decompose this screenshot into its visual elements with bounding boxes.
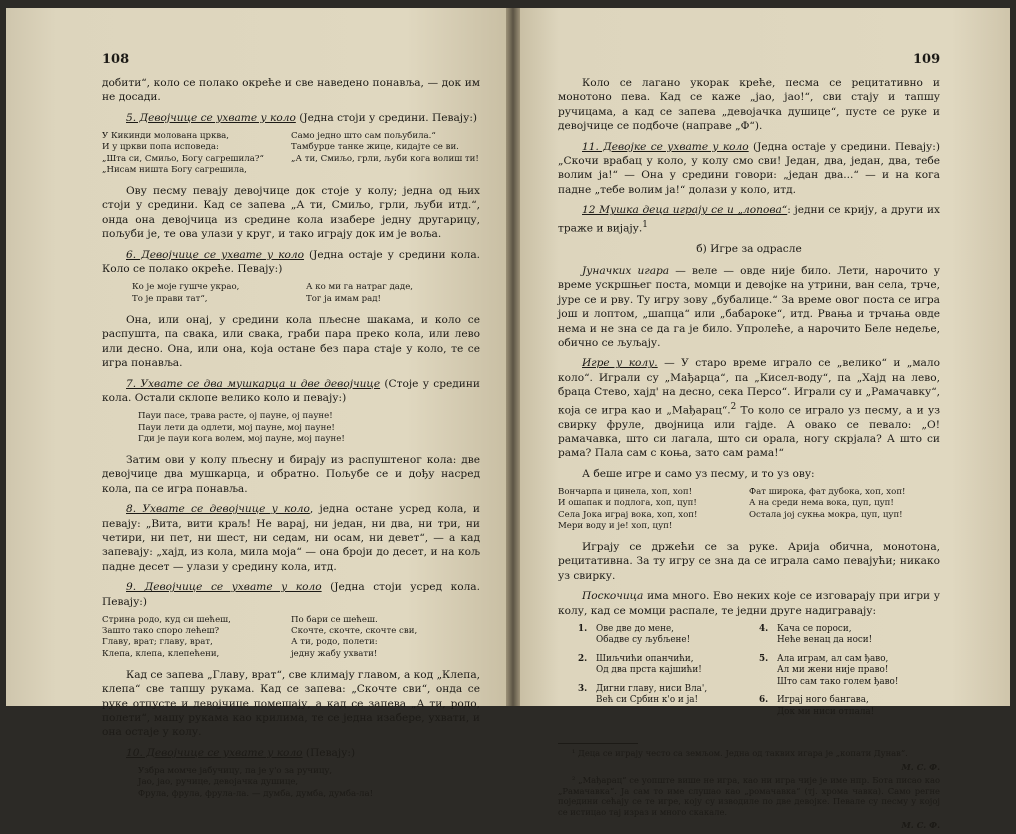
verse-7: Пауи пасе, трава расте, ој пауне, ој пауне! Пауи лети да одлети, мој пауне, мој пауне! Гди је пауи кога волем, мој пауне, мој пауне! — [138, 411, 345, 444]
numbered-verses — [578, 624, 940, 725]
footnote-divider — [558, 743, 638, 744]
paragraph: Кад се запева „Главу, врат“, све климају главом, а код „Клепа, клепа“ све тапшу рукама. Кад се запева: „Скочте сви“, онда се руке отпусте и девојчице помешају, а кад се запева „А ти, родо, полети“, машу рукама као крилима, те се једна изабере, ухвати, и она остаје у колу. — [102, 668, 480, 739]
paragraph: Она, или онај, у средини кола пљесне шакама, и коло се распушта, па свака, или свака, граби пара преко кола, или лево или десно. Она, или она, која остане без пара стаје у коло, те се игра понавља. — [102, 313, 480, 370]
footnote-signature: М. С. Ф. — [901, 761, 940, 772]
footnote-signature: М. С. Ф. — [901, 820, 940, 831]
verse-col-left: У Кикинди молована црква, И у цркви попа исповеда: „Шта си, Смиљо, Богу сагрешила?“ „Нисам ништа Богу сагрешила, — [102, 131, 264, 175]
paragraph: Јуначких игара — веле — овде није било. Лети, нарочито у време ускршњег поста, момци и девојке на утрини, ван села, трче, јуре се и рву. Ту игру зову „бубалице.“ За време овог поста се игра још и лоптом, „шапца“ или „бабароке“, итд. Рвања и трчања овде нема и не зна се да га је било. Упролеће, а нарочито Беле недеље, обично се љуљају. — [558, 265, 940, 350]
section-12: 12 Мушка деца играју се и „лопова“: једни се крију, а други их траже и вијају.$^1$ — [558, 204, 940, 235]
section-8: 8. Ухвате се девојчице у коло, једна остане усред кола, и певају: „Вита, вити краљ! Не варај, ни један, ни два, ни три, ни четири, ни пет, ни шест, ни седам, ни осам, ни девет“, — а кад запевају: „хајд, из кола, мила моја“ — она броји до десет, и на кољ падне десет — улази у средину кола, итд. — [102, 503, 480, 573]
paragraph: Коло се лагано укорак креће, песма се рецитативно и монотоно пева. Кад се каже „јао, јао!“, сви стају и тапшу ручицама, а кад се запева „девојачка душице“, пусте се руке и девојчице се подбоче (направе „Ф“). — [558, 77, 940, 133]
book-gutter — [506, 8, 520, 706]
paragraph: Играју се држећи се за руке. Арија обична, монотона, рецитативна. За ту игру се зна да се играла само певајући; никако уз свирку. — [558, 541, 940, 582]
verse-6: Ко је моје гушче украо, То је прави тат“, А ко ми га натраг даде, Тог ја имам рад! — [132, 282, 414, 304]
right-page-text — [558, 76, 940, 834]
section-6: 6. Девојчице се ухвате у коло (Једна остаје у средини кола. Коло се полако окреће. Певају:) — [102, 248, 480, 276]
left-page-text — [102, 76, 480, 808]
section-7: 7. Ухвате се два мушкарца и две девојчице (Стоје у средини кола. Остали склопе велико коло и певају:) — [102, 377, 480, 404]
left-page — [6, 8, 506, 799]
verse-item: 6. Играј ного бангава, Док ми ниси отпала! — [759, 695, 875, 717]
page-number: 108 — [102, 52, 130, 67]
verse-item: 3. Дигни главу, ниси Вла', Већ си Србин к'о и ја! — [578, 683, 708, 706]
open-book — [6, 8, 1010, 831]
verse-col-right: Само једно што сам пољубила.“ Тамбурџе танке жице, кидајте се ви. „А ти, Смиљо, грли, љуби кога волиш ти! — [291, 131, 479, 164]
page-number: 109 — [913, 52, 941, 67]
paragraph: Ову песму певају девојчице док стоје у колу; једна од њих стоји у средини. Кад се запева „А ти, Смиљо, грли, љуби итд.“, онда она девојчица из средине кола изабере једну другарицу, пољуби је, те ова улази у круг, и тако играју док им је воља. — [102, 185, 480, 241]
section-10: 10. Девојчице се ухвате у коло (Певају:) — [126, 746, 356, 759]
paragraph: Игре у колу. — У старо време играло се „велико“ и „мало коло“. Играли су „Мађарца“, па „Кисел-воду“, па „Хајд на лево, браца Стево, хајд' на десно, сека Персо“. Играли су и „Рамачавку“, која се игра као и „Мађарац“.$^2$ То коло се играло уз песму, а и уз свирку фруле, двојница или гајде. А овако се певало: „О! рамачавка, што си лагала, што си орала, ногу скрјала? А што си рама? Пала сам с коња, зато сам рама!“ — [558, 357, 940, 460]
paragraph: добити“, коло се полако окреће и све наведено понавља, — док им не досади. — [102, 77, 480, 104]
verse-item: 5. Ала играм, ал сам ђаво, Ал ми жени није право! Што сам тако голем ђаво! — [759, 653, 899, 687]
verse-10: Узбра момче јабучицу, па је у'о за ручицу, Јао, јао, ручице, девојачка душице, Фрула, фрула, фрула-ла. — думба, думба, думба-ла! — [138, 766, 374, 799]
verse-item: 1. Ове две до мене, Обадве су љубљене! — [578, 624, 691, 646]
footnote: ¹ Деца се играју често са земљом. Једна од таквих игара је „копати Дунав“. — [572, 747, 908, 758]
paragraph: Поскочица има много. Ево неких које се изговарају при игри у колу, кад се момци распале, те једни друге надигравају: — [558, 590, 940, 617]
verse-song: Вончарпа и цинела, хоп, хоп! И ошапак и подлога, хоп, цуп! Села Јока играј вока, хоп, хоп! Мери воду и је! хоп, цуп! Фат широка, фат дубока, хоп, хоп! А на среди нема вока, цуп, цуп! Остала јој сукња мокра, цуп, цуп! — [558, 487, 906, 531]
right-page — [520, 8, 1010, 831]
verse-item: 2. Шиљчићи опанчићи, Од два прста кајшићи! — [578, 653, 702, 676]
verse-5 — [102, 131, 480, 176]
section-9: 9. Девојчице се ухвате у коло (Једна стоји усред кола. Певају:) — [102, 581, 480, 608]
section-heading: б) Игре за одрасле — [696, 242, 802, 255]
section-11: 11. Девојке се ухвате у коло (Једна остаје у средини. Певају:) „Скочи врабац у коло, у колу смо сви! Један, два, један, два, тебе волим ја!“ — Она у средини говори: „један два...“ — и на кога падне „тебе волим ја!“ долази у коло, итд. — [558, 140, 940, 196]
footnote: ² „Мађарац“ се уопште више не игра, као ни игра чије је име нпр. Бота писао као „Рамачавка“. Ја сам то име слушао као „ромачавка“ (тј. хрома чавка). Само регне поједини сећају се те игре, коју су изводиле по две девојке. Певале су песму у којој се истицао тај израз и много скакале. — [558, 775, 940, 817]
section-5: 5. Девојчице се ухвате у коло (Једна стоји у средини. Певају:) — [126, 111, 478, 124]
paragraph: Затим ови у колу пљесну и бирају из распуштеног кола: две девојчице два мушкарца, и обратно. Пољубе се и дођу насред кола, па се игра понавља. — [102, 453, 480, 495]
verse-9: Стрина родо, куд си шећеш, Зашто тако споро лећеш? Главу, врат; главу, врат, Клепа, клепа, клепећени, По бари се шећеш. Скочте, скочте, скочте сви, А ти, родо, полети: једну жабу ухвати! — [102, 614, 418, 659]
paragraph: А беше игре и само уз песму, и то уз ову: — [582, 467, 815, 480]
verse-item: 4. Кача се пороси, Неће венац да носи! — [759, 624, 873, 646]
